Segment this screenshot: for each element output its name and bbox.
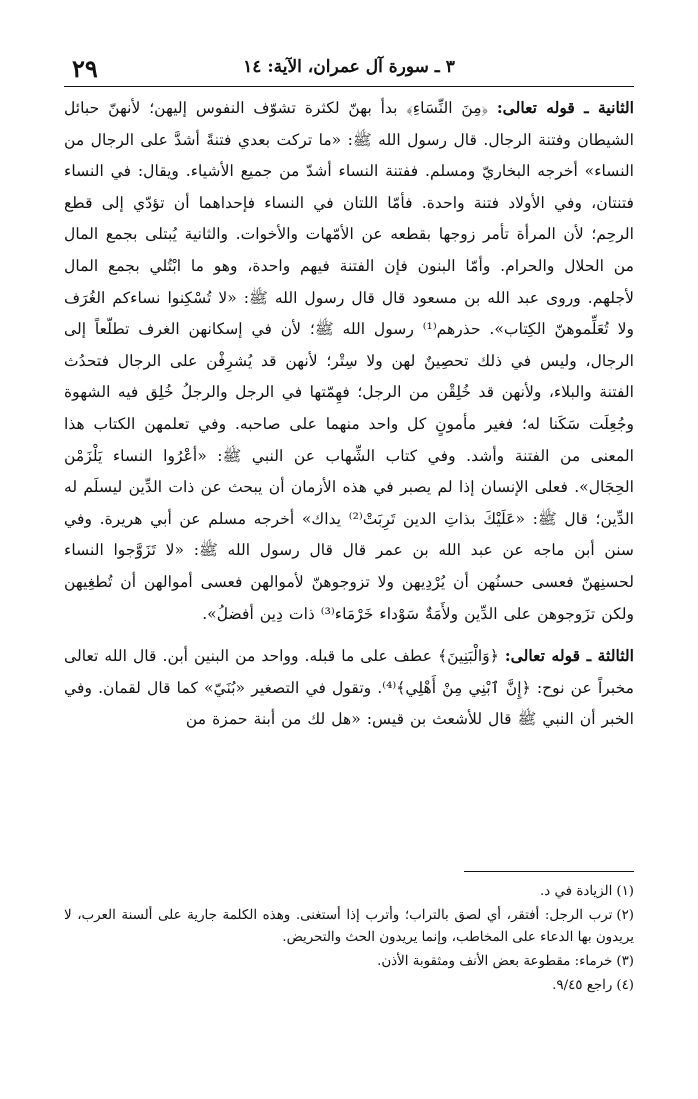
footnote-separator xyxy=(464,871,634,872)
paragraph-second-point xyxy=(64,92,634,630)
footnote-2 xyxy=(64,905,634,949)
page-number: ٢٩ xyxy=(72,54,98,83)
footnote-1 xyxy=(64,881,634,903)
paragraph-lead: الثالثة ـ قوله تعالى: xyxy=(504,646,635,666)
footnote-number: (١) xyxy=(616,884,634,899)
footnote-text: الزيادة في د. xyxy=(540,884,613,899)
page-header xyxy=(64,50,634,87)
footnotes xyxy=(64,881,634,999)
footnote-text: راجع ٩/٤٥. xyxy=(552,978,613,993)
footnote-3 xyxy=(64,951,634,973)
footnote-number: (٣) xyxy=(616,954,634,969)
footnote-number: (٢) xyxy=(616,908,634,923)
paragraph-body: ﴿مِنَ النِّسَاءِ﴾ بدأ بهنّ لكثرة تشوّف النفوس إليهن؛ لأنهنّ حبائل الشيطان وفتنة الرجال. قال رسول الله ﷺ: «ما تركت بعدي فتنةً أشدَّ على الرجال من النساء» أخرجه البخاريّ ومسلم. ففتنة النساء أشدّ من جميع الأشياء. ويقال: في النساء فتنتان، وفي الأولاد فتنة واحدة. فأمّا اللتان في النساء فإحداهما أن تؤدّي إلى قطع الرحِم؛ لأن المرأة تأمر زوجها بقطعه عن الأمّهات والأخوات. والثانية يُبتلى بجمع المال من الحلال والحرام. وأمّا البنون فإن الفتنة فيهم واحدة، وهو ما ابْتُلي بجمع المال لأجلهم. وروى عبد الله بن مسعود قال قال رسول الله ﷺ: «لا تُسْكِنوا نساءكم الغُرَف ولا تُعَلِّموهنّ الكِتاب». حذرهم⁽¹⁾ رسول الله ﷺ؛ لأن في إسكانهن الغرف تطلّعاً إلى الرجال، وليس في ذلك تحصِينٌ لهن ولا سِتْر؛ لأنهن قد يُشرِفْن على الرجال فتحدُث الفتنة والبلاء، ولأنهن قد خُلِقْن من الرجل؛ فهِمّتها في الرجل والرجلُ خُلِق فيه الشهوة وجُعِلَت سَكَنا له؛ فغير مأمونٍ كل واحد منهما على صاحبه. وفي تعلمهن الكتاب هذا المعنى من الفتنة وأشد. وفي كتاب الشِّهاب عن النبي ﷺ: «أعْرُوا النساء يَلْزَمْن الحِجَال». فعلى الإنسان إذا لم يصبر في هذه الأزمان أن يبحث عن ذات الدِّين ليسلَم له الدِّين؛ قال ﷺ: «عَلَيْكَ بذاتِ الدين تَرِبَتْ⁽²⁾ يداك» أخرجه مسلم عن أبي هريرة. وفي سنن أبن ماجه عن عبد الله بن عمر قال قال رسول الله ﷺ: «لا تَزَوَّجوا النساء لحسنِهنّ فعسى حسنُهن أن يُرْدِيهن ولا تزوجوهنّ لأموالهن فعسى أموالهن أن تُطغِيهن ولكن تزَوجوهن على الدِّين ولأَمَةٌ سَوْداء خَرْمَاء⁽³⁾ ذات دِين أفضلُ». xyxy=(64,99,634,623)
paragraph-lead: الثانية ـ قوله تعالى: xyxy=(496,98,634,117)
footnote-4 xyxy=(64,975,634,997)
paragraph-third-point xyxy=(64,640,634,736)
main-text xyxy=(64,92,634,736)
paragraph-body: ﴿وَالْبَنِينَ﴾ عطف على ما قبله. وواحد من البنين أبن. قال الله تعالى مخبراً عن نوح: ﴿إِنَّ ٱبْنِي مِنْ أَهْلِي﴾⁽⁴⁾. وتقول في التصغير «بُنَيّ» كما قال لقمان. وفي الخبر أن النبي ﷺ قال للأشعث بن قيس: «هل لك من أبنة حمزة من xyxy=(64,647,635,729)
running-head: ٣ ـ سورة آل عمران، الآية: ١٤ xyxy=(243,57,455,77)
footnote-text: ترب الرجل: أفتقر، أي لصق بالتراب؛ وأترب إذا أستغنى. وهذه الكلمة جارية على ألسنة العرب، لا يريدون بها الدعاء على المخاطب، وإنما يريدون الحث والتحريض. xyxy=(64,908,634,945)
footnote-text: خرماء: مقطوعة بعض الأنف ومثقوبة الأذن. xyxy=(377,954,613,969)
footnote-number: (٤) xyxy=(616,978,634,993)
